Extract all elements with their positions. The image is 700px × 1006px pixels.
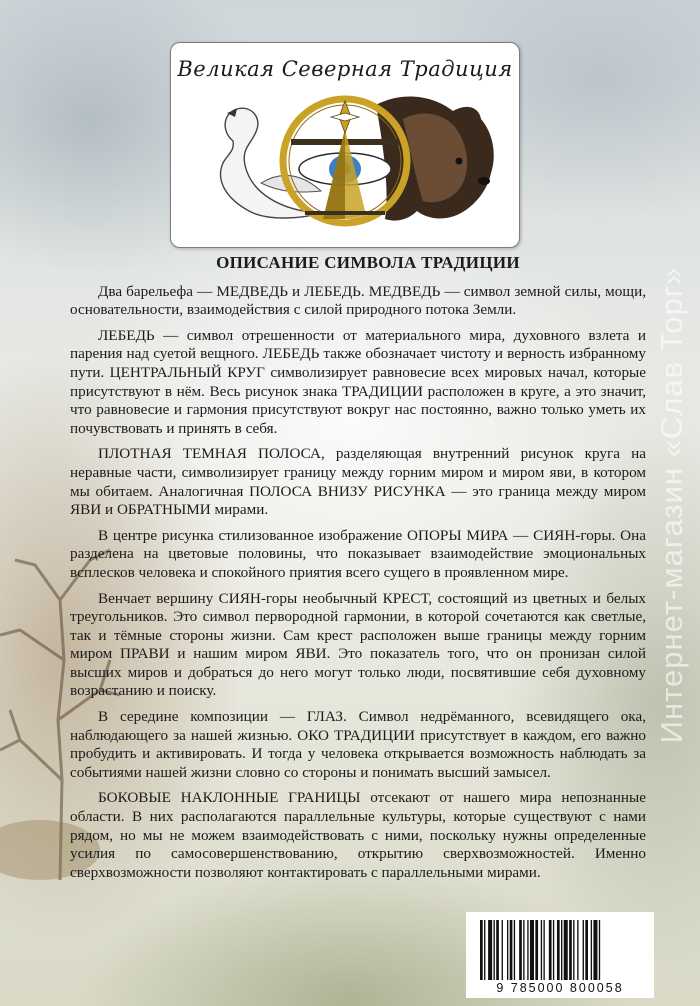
article [70,254,646,882]
article-heading: ОПИСАНИЕ СИМВОЛА ТРАДИЦИИ [216,253,520,272]
paragraph: ПЛОТНАЯ ТЕМНАЯ ПОЛОСА, разделяющая внутренний рисунок круга на неравные части, символизирует границу между горним миром и миром яви, в котором мы обитаем. Аналогичная ПОЛОСА ВНИЗУ РИСУНКА — это граница между миром ЯВИ и ОБРАТНЫМИ мирами. [70,445,646,519]
barcode-number: 9 785000 800058 [496,981,624,995]
paragraph: ЛЕБЕДЬ — символ отрешенности от материального мира, духовного взлета и парения над суетой вещного. ЛЕБЕДЬ также обозначает чистоту и верность избранному пути. ЦЕНТРАЛЬНЫЙ КРУГ символизирует равновесие всех мировых начал, которые присутствуют в нём. Весь рисунок знака ТРАДИЦИИ расположен в круге, а это значит, что равновесие и гармония присутствуют вокруг нас постоянно, важно только уметь их почувствовать и принять в себя. [70,326,646,437]
logo-box [170,42,520,248]
paragraph: В середине композиции — ГЛАЗ. Символ недрёманного, всевидящего ока, наблюдающего за нашей жизнью. ОКО ТРАДИЦИИ присутствует в каждом, его важно пробудить и активировать. И тогда у человека открывается возможность наблюдать за событиями нашей жизни словно со стороны и понимать высший замысел. [70,708,646,781]
paragraph: БОКОВЫЕ НАКЛОННЫЕ ГРАНИЦЫ отсекают от нашего мира непознанные области. В них располагаются параллельные культуры, которые существуют с нами рядом, но мы не можем взаимодействовать с ними, поскольку нужны определенные усилия по самосовершенствованию, открытию сверхвозможностей. Именно сверхвозможности позволяют контактировать с параллельными мирами. [70,789,646,881]
paragraph: В центре рисунка стилизованное изображение ОПОРЫ МИРА — СИЯН-горы. Она разделена на цветовые половины, что показывает взаимодействие эмоциональных всплесков человека и спокойного приятия всего сущего в проявленном мире. [70,526,646,581]
barcode [466,912,654,998]
paragraph: Два барельефа — МЕДВЕДЬ и ЛЕБЕДЬ. МЕДВЕДЬ — символ земной силы, мощи, основательности, взаимодействия с силой природного потока Земли. [70,282,646,319]
paragraph: Венчает вершину СИЯН-горы необычный КРЕСТ, состоящий из цветных и белых треугольников. Это символ первородной гармонии, в которой сочетаются как светлые, так и тёмные стороны жизни. Сам крест расположен выше границы между горним миром ПРАВИ и нашим миром ЯВИ. Это показатель того, что он пронизан силой высших миров и добраться до него могут только люди, посвятившие себя духовному возрастанию и поиску. [70,589,646,700]
logo-title: Великая Северная Традиция [177,57,513,81]
watermark-text: Интернет-магазин «Слав Торг» [654,266,689,744]
